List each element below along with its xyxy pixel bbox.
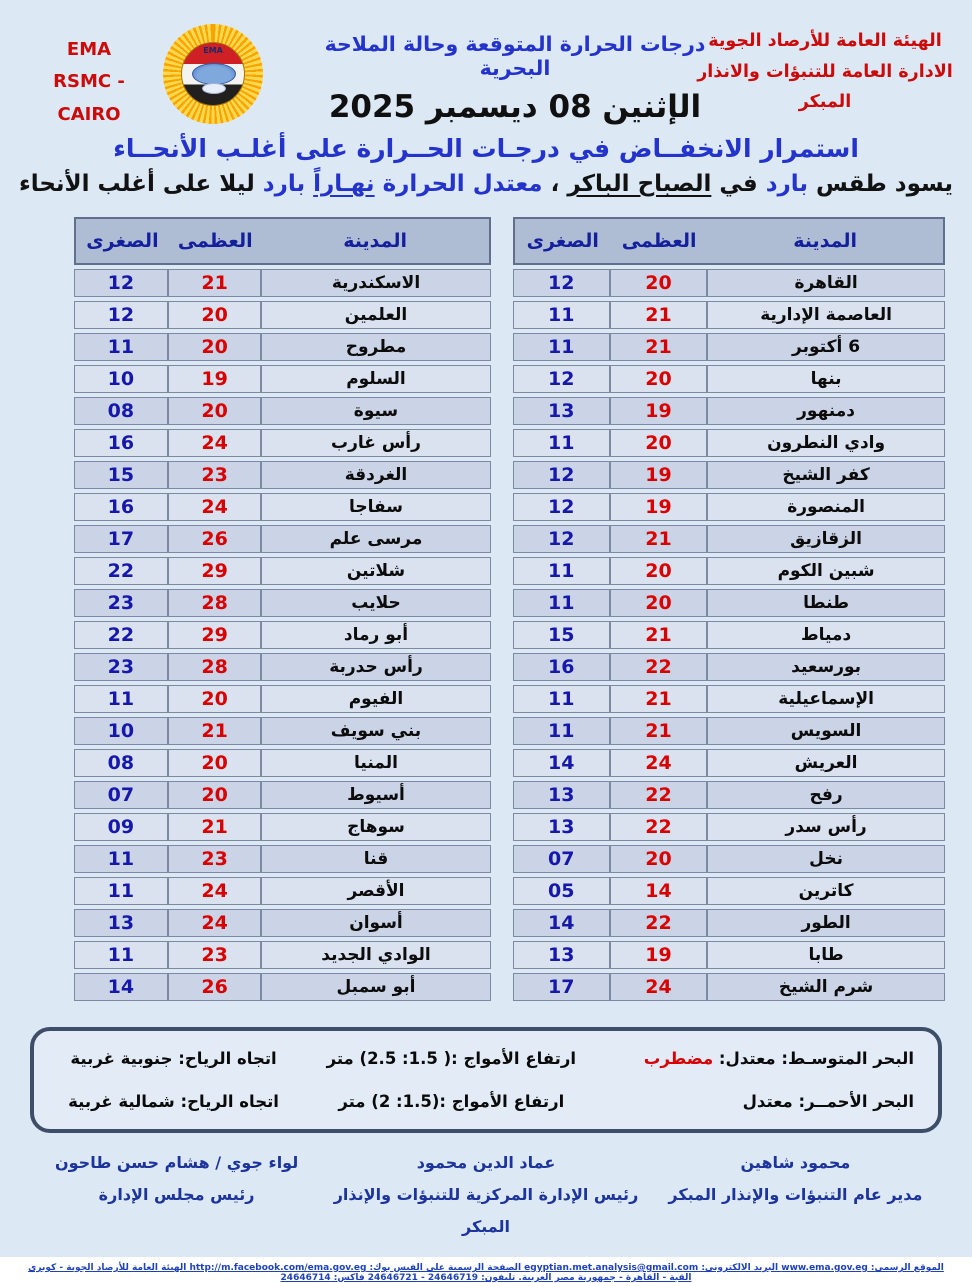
headline2-part-cold2: بارد — [262, 171, 306, 197]
table-row — [513, 877, 945, 905]
min-temp-cell: 17 — [513, 973, 610, 1001]
max-temp-cell: 19 — [610, 397, 707, 425]
city-cell: دمياط — [707, 621, 945, 649]
max-temp-cell: 20 — [168, 781, 262, 809]
table-row — [74, 525, 491, 553]
max-temp-cell: 20 — [168, 301, 262, 329]
city-cell: سفاجا — [261, 493, 490, 521]
table-row — [74, 493, 491, 521]
min-temp-cell: 11 — [513, 429, 610, 457]
city-cell: أبو رماد — [261, 621, 490, 649]
city-cell: رفح — [707, 781, 945, 809]
max-temp-cell: 21 — [168, 717, 262, 745]
min-temp-cell: 10 — [74, 365, 168, 393]
table-row — [513, 333, 945, 361]
max-temp-cell: 21 — [610, 621, 707, 649]
min-temp-cell: 13 — [513, 781, 610, 809]
headline2-part: ليلا على أغلب الأنحاء — [18, 171, 263, 197]
headline-secondary — [0, 171, 972, 197]
min-temp-cell: 22 — [74, 621, 168, 649]
table-row — [74, 653, 491, 681]
table-row — [74, 717, 491, 745]
forecast-date: الإثنين 08 ديسمبر 2025 — [328, 89, 702, 125]
max-temp-cell: 21 — [610, 301, 707, 329]
table-row — [513, 909, 945, 937]
max-temp-cell: 23 — [168, 461, 262, 489]
wind-direction: اتجاه الرياح: شمالية غربية — [68, 1092, 279, 1111]
city-cell: العلمين — [261, 301, 490, 329]
min-temp-cell: 12 — [74, 301, 168, 329]
table-row — [74, 941, 491, 969]
city-cell: الأقصر — [261, 877, 490, 905]
headline2-part: يسود طقس — [808, 171, 954, 197]
min-temp-cell: 17 — [74, 525, 168, 553]
min-temp-cell: 22 — [74, 557, 168, 585]
city-cell: كفر الشيخ — [707, 461, 945, 489]
table-row — [74, 301, 491, 329]
city-cell: رأس غارب — [261, 429, 490, 457]
organization-name-block — [690, 26, 960, 118]
headline2-part — [305, 171, 313, 197]
max-temp-cell: 24 — [168, 909, 262, 937]
column-header-min: الصغرى — [86, 230, 159, 252]
headline2-part: ، — [542, 171, 568, 197]
min-temp-cell: 11 — [513, 685, 610, 713]
table-row — [513, 365, 945, 393]
document-title: درجات الحرارة المتوقعة وحالة الملاحة البحرية — [324, 32, 706, 80]
city-cell: مطروح — [261, 333, 490, 361]
city-cell: بنها — [707, 365, 945, 393]
min-temp-cell: 14 — [74, 973, 168, 1001]
table-row — [513, 781, 945, 809]
sea-state-text: البحر الأحمــر: معتدل — [742, 1092, 914, 1111]
table-row — [513, 941, 945, 969]
headline2-part: في — [711, 171, 766, 197]
city-cell: دمنهور — [707, 397, 945, 425]
cloud-icon — [192, 63, 236, 85]
city-cell: طابا — [707, 941, 945, 969]
table-row — [74, 685, 491, 713]
table-row — [74, 813, 491, 841]
min-temp-cell: 12 — [513, 461, 610, 489]
min-temp-cell: 23 — [74, 653, 168, 681]
table-body — [74, 269, 491, 1001]
city-cell: أسيوط — [261, 781, 490, 809]
min-temp-cell: 13 — [513, 397, 610, 425]
city-cell: الاسكندرية — [261, 269, 490, 297]
table-body — [513, 269, 945, 1001]
table-header-row — [513, 217, 945, 265]
table-row — [513, 589, 945, 617]
signature-name: عماد الدين محمود — [416, 1153, 556, 1172]
min-temp-cell: 15 — [513, 621, 610, 649]
city-cell: الغردقة — [261, 461, 490, 489]
min-temp-cell: 07 — [74, 781, 168, 809]
min-temp-cell: 14 — [513, 909, 610, 937]
wave-height: ارتفاع الأمواج :( 1.5: 2.5) متر — [326, 1049, 577, 1068]
max-temp-cell: 26 — [168, 973, 262, 1001]
header — [0, 0, 972, 130]
table-header-row — [74, 217, 491, 265]
max-temp-cell: 22 — [610, 909, 707, 937]
min-temp-cell: 08 — [74, 397, 168, 425]
table-row — [74, 429, 491, 457]
table-row — [513, 557, 945, 585]
min-temp-cell: 08 — [74, 749, 168, 777]
ema-sun-logo-icon — [163, 24, 263, 124]
column-header-max: العظمى — [177, 230, 253, 252]
table-row — [513, 973, 945, 1001]
table-row — [513, 653, 945, 681]
city-cell: الفيوم — [261, 685, 490, 713]
max-temp-cell: 20 — [168, 685, 262, 713]
signature-title: رئيس الإدارة المركزية للتنبؤات والإنذار المبكر — [333, 1185, 639, 1236]
max-temp-cell: 21 — [610, 333, 707, 361]
max-temp-cell: 20 — [610, 269, 707, 297]
table-row — [513, 461, 945, 489]
city-cell: القاهرة — [707, 269, 945, 297]
city-cell: الإسماعيلية — [707, 685, 945, 713]
min-temp-cell: 14 — [513, 749, 610, 777]
min-temp-cell: 10 — [74, 717, 168, 745]
table-row — [74, 365, 491, 393]
logo-label: EMA — [203, 46, 223, 55]
ema-line-1: EMA — [66, 39, 112, 60]
sea-name-state — [608, 1092, 920, 1111]
city-cell: المنصورة — [707, 493, 945, 521]
min-temp-cell: 12 — [513, 493, 610, 521]
headline2-part-daytime: نهـاراً — [313, 171, 375, 197]
ema-rsmc-block — [24, 34, 154, 131]
min-temp-cell: 13 — [74, 909, 168, 937]
max-temp-cell: 29 — [168, 557, 262, 585]
max-temp-cell: 20 — [610, 365, 707, 393]
table-row — [74, 461, 491, 489]
table-row — [74, 877, 491, 905]
wave-height: ارتفاع الأمواج :(1.5: 2) متر — [338, 1092, 565, 1111]
city-cell: شلاتين — [261, 557, 490, 585]
table-row — [513, 301, 945, 329]
column-header-city: المدينة — [343, 230, 407, 252]
city-cell: أبو سمبل — [261, 973, 490, 1001]
signature-forecast-director — [663, 1147, 928, 1243]
max-temp-cell: 24 — [610, 749, 707, 777]
max-temp-cell: 22 — [610, 813, 707, 841]
max-temp-cell: 20 — [168, 397, 262, 425]
max-temp-cell: 14 — [610, 877, 707, 905]
signature-board-chairman — [44, 1147, 309, 1243]
city-cell: العاصمة الإدارية — [707, 301, 945, 329]
egypt-flag-roundel-icon — [181, 42, 245, 106]
city-cell: مرسى علم — [261, 525, 490, 553]
temperature-table-west — [74, 217, 491, 1001]
max-temp-cell: 20 — [168, 333, 262, 361]
city-cell: كاترين — [707, 877, 945, 905]
wind-direction: اتجاه الرياح: جنوبية غربية — [70, 1049, 277, 1068]
min-temp-cell: 11 — [74, 877, 168, 905]
city-cell: بورسعيد — [707, 653, 945, 681]
column-header-city: المدينة — [793, 230, 858, 252]
city-cell: الزقازيق — [707, 525, 945, 553]
org-line-2: الادارة العامة للتنبؤات والانذار المبكر — [697, 61, 953, 113]
city-cell: نخل — [707, 845, 945, 873]
org-line-1: الهيئة العامة للأرصاد الجوية — [708, 31, 942, 51]
city-cell: رأس حدربة — [261, 653, 490, 681]
max-temp-cell: 20 — [610, 557, 707, 585]
table-row — [513, 749, 945, 777]
max-temp-cell: 21 — [610, 525, 707, 553]
max-temp-cell: 24 — [168, 429, 262, 457]
city-cell: بني سويف — [261, 717, 490, 745]
city-cell: شرم الشيخ — [707, 973, 945, 1001]
city-cell: قنا — [261, 845, 490, 873]
city-cell: 6 أكتوبر — [707, 333, 945, 361]
title-block — [300, 32, 730, 125]
max-temp-cell: 20 — [610, 845, 707, 873]
table-row — [513, 685, 945, 713]
table-row — [513, 621, 945, 649]
table-row — [74, 589, 491, 617]
max-temp-cell: 19 — [610, 493, 707, 521]
max-temp-cell: 22 — [610, 781, 707, 809]
max-temp-cell: 23 — [168, 941, 262, 969]
small-cloud-icon — [202, 83, 226, 94]
min-temp-cell: 11 — [513, 301, 610, 329]
min-temp-cell: 12 — [513, 269, 610, 297]
city-cell: طنطا — [707, 589, 945, 617]
max-temp-cell: 24 — [168, 493, 262, 521]
table-row — [74, 909, 491, 937]
max-temp-cell: 19 — [610, 461, 707, 489]
min-temp-cell: 12 — [513, 365, 610, 393]
ema-line-2: RSMC - CAIRO — [53, 71, 125, 125]
max-temp-cell: 22 — [610, 653, 707, 681]
min-temp-cell: 16 — [74, 429, 168, 457]
table-row — [74, 845, 491, 873]
table-row — [74, 333, 491, 361]
min-temp-cell: 11 — [513, 557, 610, 585]
min-temp-cell: 11 — [74, 333, 168, 361]
max-temp-cell: 21 — [168, 269, 262, 297]
max-temp-cell: 24 — [168, 877, 262, 905]
city-cell: السلوم — [261, 365, 490, 393]
min-temp-cell: 11 — [513, 589, 610, 617]
max-temp-cell: 19 — [610, 941, 707, 969]
signature-title: مدير عام التنبؤات والإنذار المبكر — [668, 1185, 923, 1204]
table-row — [74, 781, 491, 809]
table-row — [74, 269, 491, 297]
sea-state-box — [30, 1027, 942, 1133]
min-temp-cell: 11 — [74, 941, 168, 969]
sea-row-red-sea — [52, 1092, 920, 1111]
max-temp-cell: 29 — [168, 621, 262, 649]
signature-name: محمود شاهين — [740, 1153, 851, 1172]
sea-name-state — [608, 1049, 920, 1068]
column-header-min: الصغرى — [526, 230, 599, 252]
min-temp-cell: 09 — [74, 813, 168, 841]
min-temp-cell: 13 — [513, 813, 610, 841]
table-row — [513, 525, 945, 553]
table-row — [74, 973, 491, 1001]
max-temp-cell: 28 — [168, 589, 262, 617]
signatures — [0, 1147, 972, 1243]
min-temp-cell: 16 — [513, 653, 610, 681]
min-temp-cell: 05 — [513, 877, 610, 905]
max-temp-cell: 20 — [610, 429, 707, 457]
city-cell: رأس سدر — [707, 813, 945, 841]
min-temp-cell: 07 — [513, 845, 610, 873]
headline-main: استمرار الانخفــاض في درجـات الحــرارة على أغلـب الأنحــاء — [113, 134, 859, 163]
min-temp-cell: 13 — [513, 941, 610, 969]
table-row — [513, 717, 945, 745]
table-row — [74, 621, 491, 649]
city-cell: العريش — [707, 749, 945, 777]
min-temp-cell: 16 — [74, 493, 168, 521]
max-temp-cell: 20 — [610, 589, 707, 617]
city-cell: سوهاج — [261, 813, 490, 841]
max-temp-cell: 26 — [168, 525, 262, 553]
table-row — [513, 269, 945, 297]
temperature-table-east — [513, 217, 945, 1001]
max-temp-cell: 21 — [168, 813, 262, 841]
city-cell: شبين الكوم — [707, 557, 945, 585]
sun-rays-icon — [163, 24, 263, 124]
sea-state-rough: مضطرب — [643, 1049, 714, 1068]
table-row — [513, 493, 945, 521]
temperature-tables — [0, 197, 972, 1001]
city-cell: المنيا — [261, 749, 490, 777]
table-row — [513, 429, 945, 457]
max-temp-cell: 19 — [168, 365, 262, 393]
city-cell: وادي النطرون — [707, 429, 945, 457]
max-temp-cell: 28 — [168, 653, 262, 681]
table-row — [74, 749, 491, 777]
max-temp-cell: 21 — [610, 717, 707, 745]
min-temp-cell: 11 — [74, 685, 168, 713]
table-row — [513, 845, 945, 873]
headline2-part-cold: بارد — [765, 171, 809, 197]
table-row — [74, 557, 491, 585]
headline2-part-mild: معتدل الحرارة — [374, 171, 543, 197]
min-temp-cell: 11 — [513, 717, 610, 745]
city-cell: سيوة — [261, 397, 490, 425]
city-cell: حلايب — [261, 589, 490, 617]
contact-info-line: الموقع الرسمي: www.ema.gov.eg البريد الالكتروني: egyptian.met.analysis@gmail.com الصفحة الرسمية على الفيس بوك: http://m.facebook.com/ema.gov.eg الهيئة العامة للأرصاد الجوية - كوبري القبة - القاهرة - جمهورية مصر العربية. تليفون: 24646719 - 24646721 فاكس: 24646714 — [28, 1263, 944, 1283]
min-temp-cell: 12 — [513, 525, 610, 553]
city-cell: الوادي الجديد — [261, 941, 490, 969]
min-temp-cell: 11 — [513, 333, 610, 361]
city-cell: الطور — [707, 909, 945, 937]
column-header-max: العظمى — [621, 230, 697, 252]
min-temp-cell: 12 — [74, 269, 168, 297]
sea-row-mediterranean — [52, 1049, 920, 1068]
min-temp-cell: 23 — [74, 589, 168, 617]
signature-title: رئيس مجلس الإدارة — [98, 1185, 255, 1204]
min-temp-cell: 11 — [74, 845, 168, 873]
sea-state-text: البحر المتوسـط: معتدل: — [713, 1049, 914, 1068]
max-temp-cell: 23 — [168, 845, 262, 873]
max-temp-cell: 24 — [610, 973, 707, 1001]
signature-central-admin-head — [309, 1147, 663, 1243]
max-temp-cell: 20 — [168, 749, 262, 777]
max-temp-cell: 21 — [610, 685, 707, 713]
table-row — [513, 397, 945, 425]
headline2-part-early-morning: الصباح الباكر — [567, 171, 712, 197]
city-cell: أسوان — [261, 909, 490, 937]
city-cell: السويس — [707, 717, 945, 745]
table-row — [513, 813, 945, 841]
table-row — [74, 397, 491, 425]
signature-name: لواء جوي / هشام حسن طاحون — [54, 1153, 299, 1172]
min-temp-cell: 15 — [74, 461, 168, 489]
